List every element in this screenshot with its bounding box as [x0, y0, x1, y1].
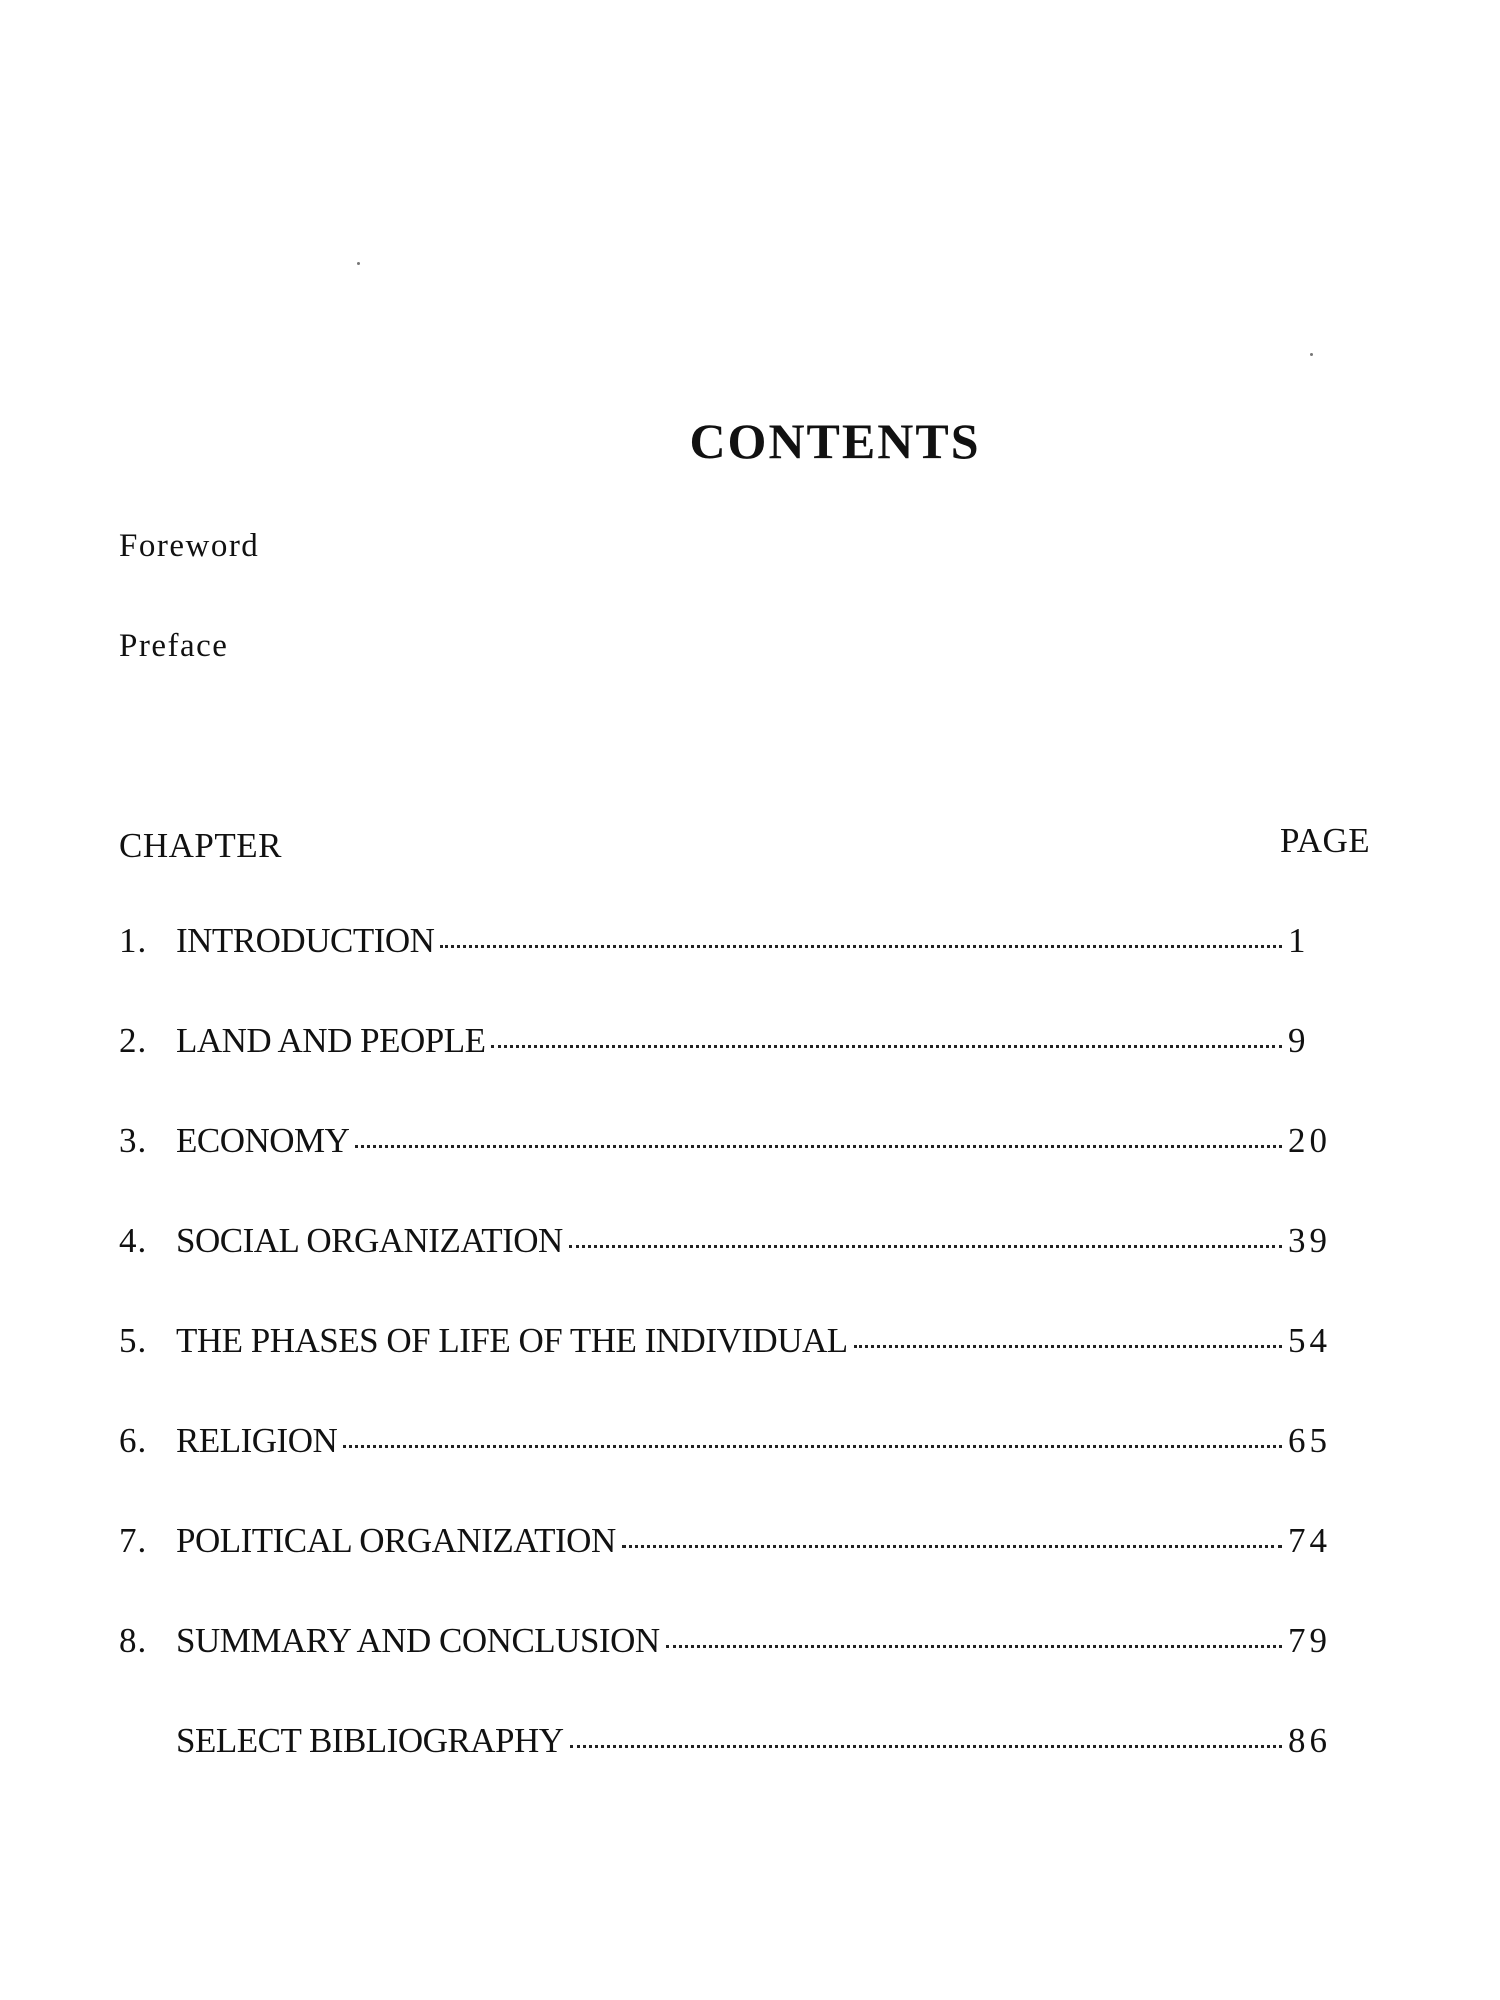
toc-entry-title: THE PHASES OF LIFE OF THE INDIVIDUAL [176, 1321, 848, 1360]
page-title: CONTENTS [689, 413, 981, 469]
toc-entry-title: POLITICAL ORGANIZATION [176, 1521, 616, 1560]
toc-entry [119, 1219, 1334, 1263]
toc-entry-page: 86 [1288, 1721, 1331, 1760]
toc-entry [119, 1419, 1334, 1463]
toc-entry-page: 54 [1288, 1321, 1331, 1360]
toc-entry-page: 39 [1288, 1221, 1331, 1260]
page-column-header: PAGE [1280, 821, 1371, 860]
toc-entry-number: 8. [119, 1621, 148, 1660]
toc-entry [119, 1019, 1334, 1063]
dot-leader [569, 1245, 1282, 1248]
toc-entry-title: SELECT BIBLIOGRAPHY [176, 1721, 564, 1760]
toc-entry [119, 1119, 1334, 1163]
dot-leader [622, 1545, 1282, 1548]
dot-leader [355, 1145, 1282, 1148]
foreword-entry: Foreword [119, 528, 260, 564]
toc-entry-title: RELIGION [176, 1421, 338, 1460]
dot-leader [570, 1745, 1282, 1748]
toc-entry-title: INTRODUCTION [176, 921, 435, 960]
toc-entry-number: 1. [119, 921, 148, 960]
toc-entry-title: LAND AND PEOPLE [176, 1021, 486, 1060]
toc-entry-page: 65 [1288, 1421, 1331, 1460]
toc-entry-title: SUMMARY AND CONCLUSION [176, 1621, 660, 1660]
toc-entry [119, 1619, 1334, 1663]
toc-entry-number: 5. [119, 1321, 148, 1360]
toc-entry [119, 919, 1334, 963]
toc-entry [119, 1519, 1334, 1563]
toc-entry-number: 7. [119, 1521, 148, 1560]
scan-speck [1310, 353, 1313, 356]
toc-entry-page: 9 [1288, 1021, 1310, 1060]
chapter-column-header: CHAPTER [119, 826, 282, 865]
dot-leader [343, 1445, 1282, 1448]
toc-entry-page: 20 [1288, 1121, 1331, 1160]
toc-entry-page: 1 [1288, 921, 1310, 960]
dot-leader [491, 1045, 1282, 1048]
toc-entry-title: ECONOMY [176, 1121, 350, 1160]
scan-speck [357, 262, 360, 265]
toc-entry-page: 74 [1288, 1521, 1331, 1560]
toc-entry-number: 4. [119, 1221, 148, 1260]
toc-entry-page: 79 [1288, 1621, 1331, 1660]
toc-entry-number: 2. [119, 1021, 148, 1060]
toc-entry-number: 3. [119, 1121, 148, 1160]
toc-entry-number: 6. [119, 1421, 148, 1460]
toc-entry-title: SOCIAL ORGANIZATION [176, 1221, 563, 1260]
preface-entry: Preface [119, 628, 229, 664]
dot-leader [666, 1645, 1282, 1648]
dot-leader [440, 945, 1282, 948]
dot-leader [854, 1345, 1282, 1348]
toc-entry [119, 1719, 1334, 1763]
toc-entry [119, 1319, 1334, 1363]
